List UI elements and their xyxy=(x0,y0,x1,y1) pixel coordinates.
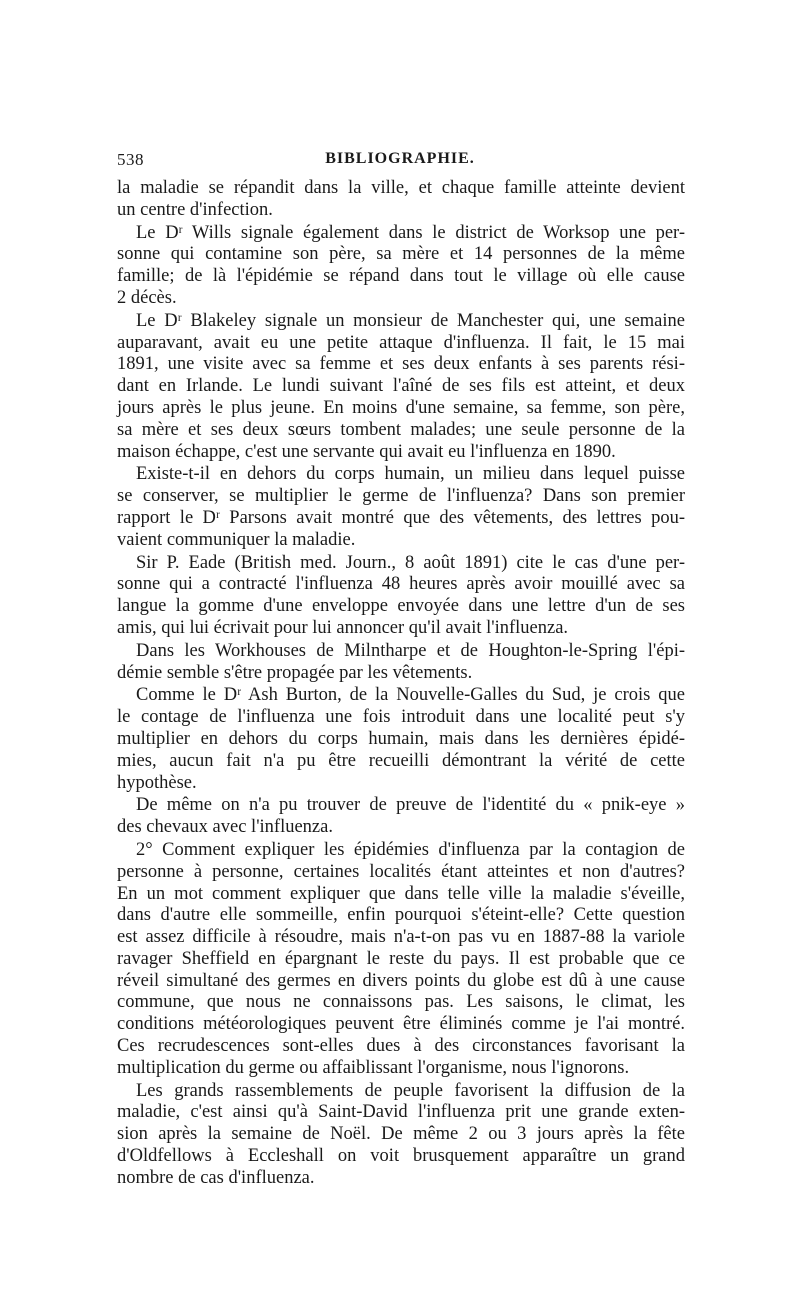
text-line: dans d'autre elle sommeille, enfin pourquoi s'éteint-elle? Cette question xyxy=(117,905,685,926)
text-line: Dans les Workhouses de Milntharpe et de Houghton-le-Spring l'épi- xyxy=(136,640,685,661)
text-line: 2 décès. xyxy=(117,287,177,308)
paragraph xyxy=(117,641,685,685)
paragraph xyxy=(117,464,685,551)
text-line: multiplier en dehors du corps humain, mais dans les dernières épidé- xyxy=(117,728,685,749)
text-line: d'Oldfellows à Eccleshall on voit brusquement apparaître un grand xyxy=(117,1146,685,1167)
text-line: Comme le Dʳ Ash Burton, de la Nouvelle-Galles du Sud, je crois que xyxy=(136,685,685,706)
text-line: famille; de là l'épidémie se répand dans tout le village où elle cause xyxy=(117,266,685,287)
running-title: BIBLIOGRAPHIE. xyxy=(325,150,475,167)
text-line: hypothèse. xyxy=(117,772,197,793)
text-line: se conserver, se multiplier le germe de l'influenza? Dans son premier xyxy=(117,486,685,507)
text-line: conditions météorologiques peuvent être éliminés comme je l'ai montré. xyxy=(117,1014,685,1035)
text-line: Le Dʳ Blakeley signale un monsieur de Manchester qui, une semaine xyxy=(136,310,685,331)
text-line: un centre d'infection. xyxy=(117,199,273,220)
page-header xyxy=(117,150,683,176)
text-line: 1891, une visite avec sa femme et ses deux enfants à ses parents rési- xyxy=(117,354,685,375)
page-number: 538 xyxy=(117,150,144,169)
paragraph xyxy=(117,1081,685,1190)
text-line: Les grands rassemblements de peuple favorisent la diffusion de la xyxy=(136,1080,685,1101)
text-line: langue la gomme d'une enveloppe envoyée dans une lettre d'un de ses xyxy=(117,596,685,617)
text-line: maison échappe, c'est une servante qui avait eu l'influenza en 1890. xyxy=(117,441,616,462)
text-line: sion après la semaine de Noël. De même 2 ou 3 jours après la fête xyxy=(117,1124,685,1145)
text-line: maladie, c'est ainsi qu'à Saint-David l'influenza prit une grande exten- xyxy=(117,1102,685,1123)
text-line: démie semble s'être propagée par les vêtements. xyxy=(117,662,473,683)
text-line: 2° Comment expliquer les épidémies d'influenza par la contagion de xyxy=(136,839,685,860)
paragraph xyxy=(117,685,685,794)
text-line: Sir P. Eade (British med. Journ., 8 août 1891) cite le cas d'une per- xyxy=(136,552,685,573)
text-line: est assez difficile à résoudre, mais n'a-t-on pas vu en 1887-88 la variole xyxy=(117,927,685,948)
paragraph xyxy=(117,795,685,839)
text-line: En un mot comment expliquer que dans telle ville la maladie s'éveille, xyxy=(117,883,685,904)
text-line: personne à personne, certaines localités étant atteintes et non d'autres? xyxy=(117,861,685,882)
text-line: des chevaux avec l'influenza. xyxy=(117,817,333,838)
text-line: Le Dʳ Wills signale également dans le district de Worksop une per- xyxy=(136,222,685,243)
paragraph xyxy=(117,223,685,310)
body-text xyxy=(117,178,685,1191)
text-line: sonne qui contamine son père, sa mère et 14 personnes de la même xyxy=(117,244,685,265)
text-line: amis, qui lui écrivait pour lui annoncer qu'il avait l'influenza. xyxy=(117,617,569,638)
text-line: réveil simultané des germes en divers points du globe est dû à une cause xyxy=(117,970,685,991)
text-line: le contage de l'influenza une fois introduit dans une localité peut s'y xyxy=(117,707,685,728)
text-line: dant en Irlande. Le lundi suivant l'aîné de ses fils est atteint, et deux xyxy=(117,376,685,397)
text-line: sa mère et ses deux sœurs tombent malades; une seule personne de la xyxy=(117,419,685,440)
paragraph xyxy=(117,311,685,464)
text-line: ravager Sheffield en épargnant le reste du pays. Il est probable que ce xyxy=(117,948,685,969)
text-line: multiplication du germe ou affaiblissant l'organisme, nous l'ignorons. xyxy=(117,1057,630,1078)
text-line: sonne qui a contracté l'influenza 48 heures après avoir mouillé avec sa xyxy=(117,574,685,595)
paragraph xyxy=(117,178,685,222)
text-line: jours après le plus jeune. En moins d'une semaine, sa femme, son père, xyxy=(117,397,685,418)
text-line: nombre de cas d'influenza. xyxy=(117,1167,315,1188)
text-line: commune, que nous ne connaissons pas. Les saisons, le climat, les xyxy=(117,992,685,1013)
text-line: rapport le Dʳ Parsons avait montré que des vêtements, des lettres pou- xyxy=(117,507,685,528)
text-line: mies, aucun fait n'a pu être recueilli démontrant la vérité de cette xyxy=(117,750,685,771)
text-line: De même on n'a pu trouver de preuve de l'identité du « pnik-eye » xyxy=(136,795,685,816)
text-line: Ces recrudescences sont-elles dues à des circonstances favorisant la xyxy=(117,1036,685,1057)
text-line: auparavant, avait eu une petite attaque d'influenza. Il fait, le 15 mai xyxy=(117,332,685,353)
text-line: vaient communiquer la maladie. xyxy=(117,529,356,550)
paragraph xyxy=(117,553,685,640)
text-line: la maladie se répandit dans la ville, et chaque famille atteinte devient xyxy=(117,178,685,198)
text-line: Existe-t-il en dehors du corps humain, un milieu dans lequel puisse xyxy=(136,464,685,485)
paragraph xyxy=(117,840,685,1080)
